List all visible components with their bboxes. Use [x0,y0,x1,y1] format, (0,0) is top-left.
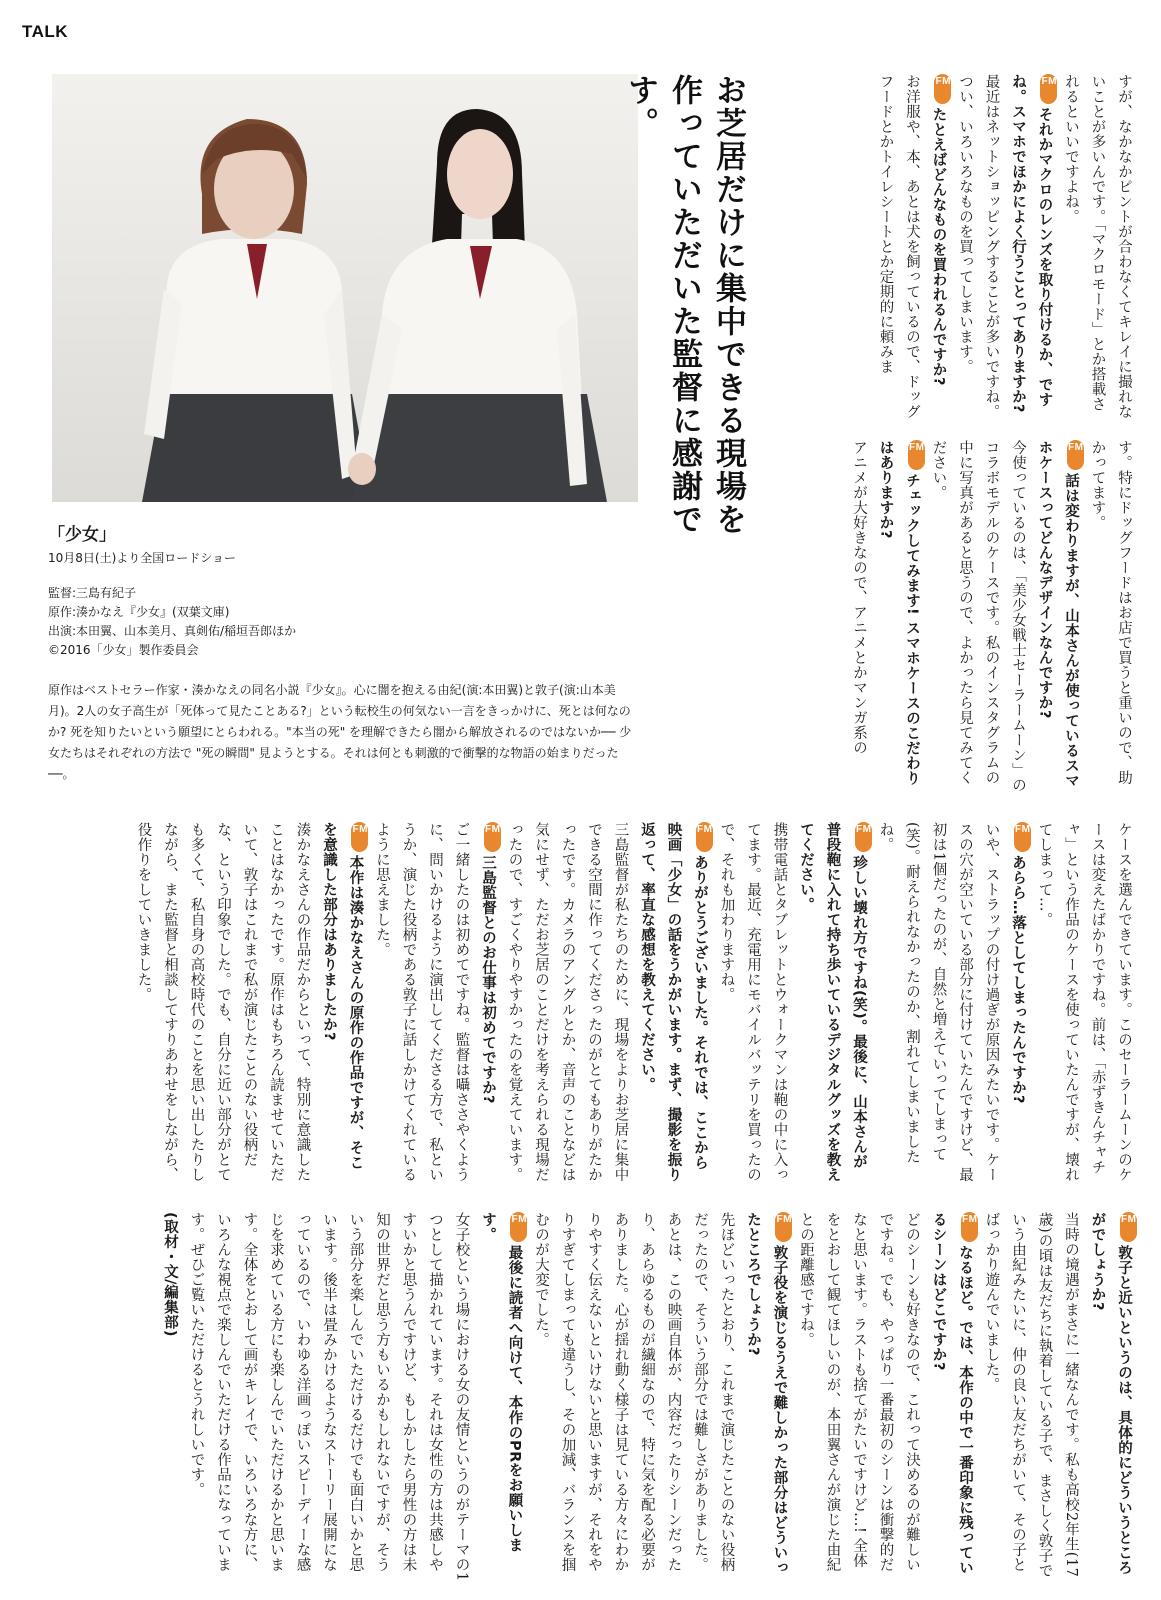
interview-answer [793,1212,926,1582]
paragraph-text: いや、ストラップの付け過ぎが原因みたいです。ケースの穴が空いている部分に付けていたんですけど、最初は1個だったのが、自然と増えていってしまって(笑)。耐えられなかったのか、割れてしまいましたね。 [877,822,1000,1182]
section-label: TALK [22,22,69,41]
interview-answer [183,1212,475,1582]
byline-credit: (取材・文/編集部) [162,1212,178,1338]
paragraph-text: ご一緒したのは初めてですね。監督は囁ささやくように、問いかけるように演出してくださる方で、私というか、演じた役柄である敦子に話しかけてくれているように思えました。 [374,822,470,1182]
interview-question [793,822,873,1182]
paragraph-text: ケースを選んできています。このセーラームーンのケースは変えたばかりですね。前は、「赤ずきんチャチャ」という作品のケースを使っていたんですが、壊れてしまって…。 [1036,822,1132,1182]
paragraph-text: 敦子と近いというのは、具体的にどういうところがでしょうか? [1089,1212,1132,1575]
interview-answer [369,822,475,1182]
paragraph-text: なるほど。では、本作の中で一番印象に残っているシーンはどこですか? [930,1212,973,1575]
interview-question [316,822,369,1182]
mf-badge-icon: M F [1040,74,1057,104]
paragraph-text: 携帯電話とタブレットとウォークマンは鞄の中に入ってます。最近、充電用にモバイルバッテリを買ったので、それも加わりますね。 [718,822,788,1182]
interview-question [740,1212,793,1582]
interview-question [475,822,502,1182]
paragraph-text: 本作は湊かなえさんの原作の作品ですが、そこを意識した部分はありましたか? [321,822,364,1170]
paragraph-text: たとえばどんなものを買われるんですか? [930,107,947,386]
interview-question [925,74,952,426]
interview-question [925,1212,978,1582]
mf-badge-icon: M F [696,822,713,852]
article-column-1 [761,74,1137,426]
interview-question [1084,1212,1137,1582]
copyright-credit: ©2016「少女」製作委員会 [48,643,199,657]
paragraph-text: 話は変わりますが、山本さんが使っているスマホケースってどんなデザインなんですか? [1036,440,1079,788]
interview-question [634,822,714,1182]
paragraph-text: すが、なかなかピントが合わなくてキレイに撮れないことが多いんです。「マクロモード」とか搭載されるといいですよね。 [1063,74,1132,419]
mf-badge-icon: M F [855,822,872,852]
mf-badge-icon: M F [961,1212,978,1242]
interview-answer [978,1212,1084,1582]
paragraph-text: それかマクロのレンズを取り付けるか、ですね。スマホでほかによく行うことってありますか? [1010,74,1053,413]
interview-answer [501,822,634,1182]
article-headline: お芝居だけに集中できる現場を 作っていただいた監督に感謝です。 [622,74,746,536]
paragraph-text: 先ほどいったとおり、これまで演じたことのない役柄だったので、そういう部分では難しさがありました。あとは、この映画自体が、内容だったりシーンだったり、あらゆるものが繊細なので、特に気を配る必要がありました。心が揺れ動く様子は見ている方々にわかりやすく伝えないといけないと思いますが、それをやりすぎてしまっても違うし、その加減、バランスを掴むのが大変でした。 [533,1212,735,1572]
release-date: 10月8日(土)より全国ロードショー [48,551,237,565]
interview-answer [952,74,1005,426]
interview-answer [1084,440,1137,796]
interview-answer [713,822,793,1182]
mf-badge-icon: M F [510,1212,527,1242]
mf-badge-icon: M F [484,822,501,852]
mf-badge-icon: M F [775,1212,792,1242]
paragraph-text: 女子校という場における女の友情というのがテーマの1つとして描かれています。それは女性の方は共感しやすいかと思うんですけど、もしかしたら男性の方は未知の世界だと思う方もいるかもしれないですが、そういう部分を楽しんでいただけるだけでも面白いかと思います。後半は畳みかけるようなストーリー展開になっているので、いわゆる洋画っぽいスピーディーな感じを求めている方にも楽しんでいただけるかと思います。全体をとおして画がキレイで、いろいろな方に、いろんな視点で楽しんでいただける作品になっています。ぜひご覧いただけるとうれしいです。 [188,1212,470,1582]
interview-answer [872,822,1005,1182]
paragraph-text: アニメが大好きなので、アニメとかマンガ系の [851,440,867,755]
original-work-credit: 原作:湊かなえ『少女』(双葉文庫) [48,605,230,619]
paragraph-text: お洋服や、本、あとは犬を飼っているので、ドッグフードとかトイレシートとか定期的に頼みま [877,74,920,419]
interview-answer [528,1212,740,1582]
interview-question [1005,74,1058,426]
interview-answer [1031,822,1137,1182]
paragraph-text: あらら…落としてしまったんですか? [1010,855,1026,1104]
paragraph-text: 珍しい壊れ方ですね(笑)。最後に、山本さんが普段鞄に入れて持ち歩いているデジタルグッズを教えてください。 [798,822,867,1182]
interview-answer [846,440,873,796]
film-title: 「少女」 [48,525,116,545]
paragraph-text: 最後に読者へ向けて、本作のPRをお願いします。 [480,1212,523,1553]
synopsis: 原作はベストセラー作家・湊かなえの同名小説『少女』。心に闇を抱える由紀(演:本田翼)と敦子(演:山本美月)。2人の女子高生が「死体って見たことある?」という転校生の何気ない一言をきっかけに、死とは何なのか? 死を知りたいという願望にとらわれる。"本当の死" を理解できたら闇から解放されるのではないか── 少女たちはそれぞれの方法で "死の瞬間" 見ようとする。それは何とも刺激的で衝撃的な物語の始まりだった──。 [48,683,632,781]
director-credit: 監督:三島有紀子 [48,586,137,600]
interview-answer [872,74,925,426]
mf-badge-icon: M F [1014,822,1031,852]
paragraph-text: す。特にドッグフードはお店で買うと重いので、助かってます。 [1089,440,1132,785]
staff-credits [48,584,640,660]
interview-answer [130,822,316,1182]
paragraph-text: どのシーンも好きなので、これって決めるのが難しいですね。でも、やっぱり一番最初のシーンは衝撃的だなと思います。ラストも捨てがたいですけど…! 全体をとおして観てほしいのが、本田翼さんが演じた由紀との距離感ですね。 [798,1212,920,1572]
paragraph-text: 三島監督とのお仕事は初めてですか? [480,855,496,1104]
mf-badge-icon: M F [1067,440,1084,470]
interview-question [1031,440,1084,796]
paragraph-text: 三島監督が私たちのために、現場をよりお芝居に集中できる空間に作ってくださったのがとてもありがたかったです。カメラのアングルとか、音声のことなどは気にせず、ただお芝居のことだけを考えられる現場だったので、すごくやりやすかったのを覚えています。 [506,822,629,1182]
interview-answer [925,440,1031,796]
paragraph-text: ありがとうございました。それでは、ここから映画「少女」の話をうかがいます。まず、撮影を振り返って、率直な感想を教えてください。 [639,822,708,1182]
article-column-3 [42,822,1137,1182]
paragraph-text: 当時の境遇がまさに一緒なんです。私も高校2年生(17歳)の頃は友だちに執着している子で、まさしく敦子でいう由紀みたいに、仲の良い友だちがいて、その子とばっかり遊んでいました。 [983,1212,1079,1579]
mf-badge-icon: M F [908,440,925,470]
mf-badge-icon: M F [351,822,368,852]
cast-credit: 出演:本田翼、山本美月、真剣佑/稲垣吾郎ほか [48,624,297,638]
paragraph-text: 今使っているのは、「美少女戦士セーラームーン」のコラボモデルのケースです。私のインスタグラムの中に写真があると思うので、よかったら見てみてください。 [930,440,1026,793]
article-column-4 [42,1212,1137,1582]
film-still-photo [52,74,638,502]
interview-question [475,1212,528,1582]
interview-question [1005,822,1032,1182]
mf-badge-icon: M F [934,74,951,104]
paragraph-text: 湊かなえさんの作品だからといって、特別に意識したことはなかったです。原作はもちろん読ませていただいて、敦子はこれまで私が演じたことのない役柄だな、という印象でした。でも、自分に近い部分がとても多くて、私自身の高校時代のことを思い出したりしながら、また監督と相談してすりあわせをしながら、役作りをしていきました。 [135,822,311,1182]
paragraph-text: 最近はネットショッピングすることが多いですね。つい、いろいろなものを買ってしまいます。 [957,74,1000,419]
mf-badge-icon: M F [1120,1212,1137,1242]
interview-answer [1058,74,1138,426]
paragraph-text: 敦子役を演じるうえで難しかった部分はどういったところでしょうか? [745,1212,788,1575]
interview-question [872,440,925,796]
article-column-2 [761,440,1137,796]
paragraph-text: チェックしてみます! スマホケースのこだわりはありますか? [877,440,920,786]
film-info [48,520,640,785]
